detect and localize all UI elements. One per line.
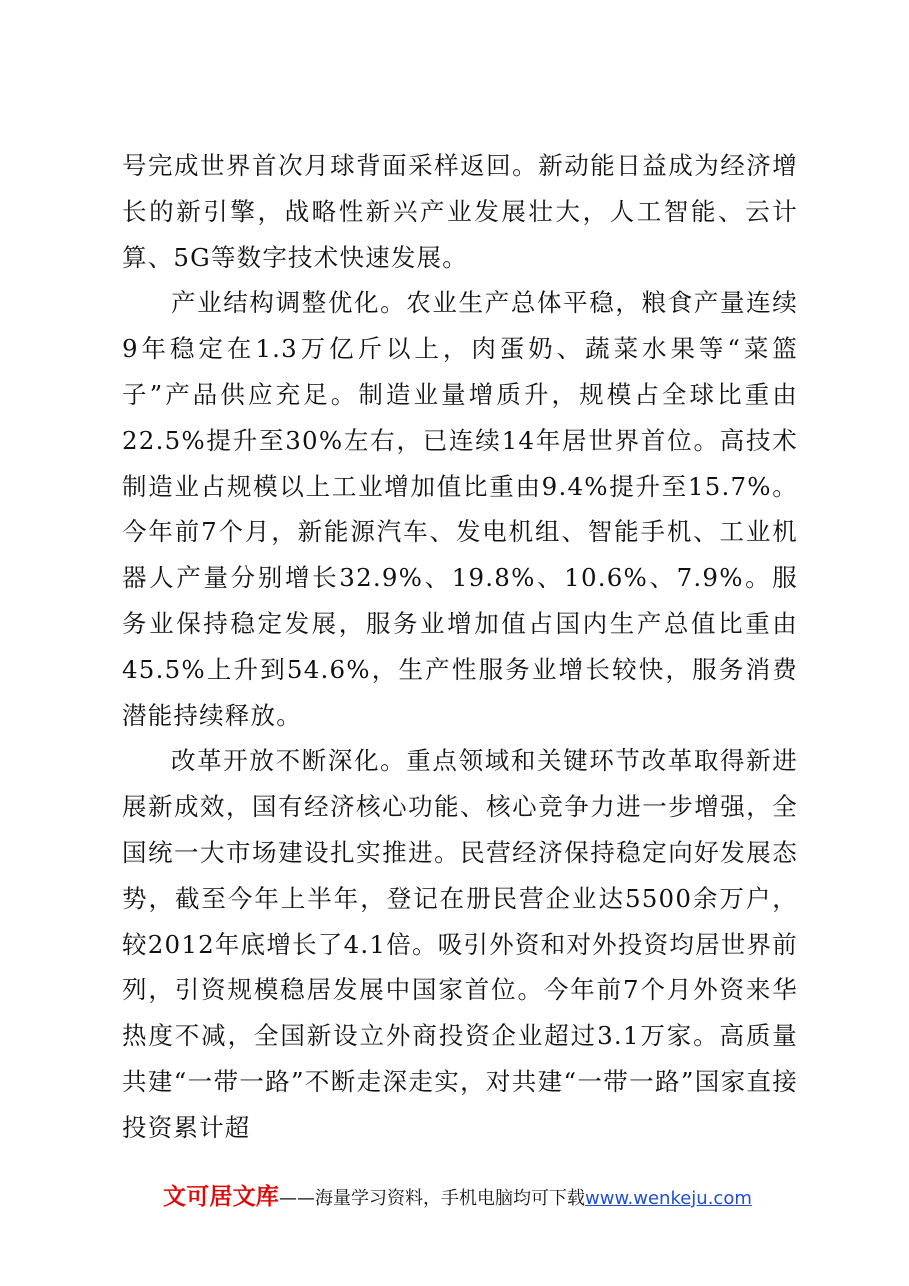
footer-banner xyxy=(163,1178,783,1218)
paragraph-industrial-structure: 产业结构调整优化。农业生产总体平稳，粮食产量连续9年稳定在1.3万亿斤以上，肉蛋奶、蔬菜水果等“菜篮子”产品供应充足。制造业量增质升，规模占全球比重由22.5%提升至30%左右，已连续14年居世界首位。高技术制造业占规模以上工业增加值比重由9.4%提升至15.7%。今年前7个月，新能源汽车、发电机组、智能手机、工业机器人产量分别增长32.9%、19.8%、10.6%、7.9%。服务业保持稳定发展，服务业增加值占国内生产总值比重由45.5%上升到54.6%，生产性服务业增长较快，服务消费潜能持续释放。 xyxy=(122,288,798,730)
paragraph-continued: 号完成世界首次月球背面采样返回。新动能日益成为经济增长的新引擎，战略性新兴产业发展壮大，人工智能、云计算、5G等数字技术快速发展。 xyxy=(122,151,798,272)
paragraph-reform-opening: 改革开放不断深化。重点领域和关键环节改革取得新进展新成效，国有经济核心功能、核心竞争力进一步增强，全国统一大市场建设扎实推进。民营经济保持稳定向好发展态势，截至今年上半年，登记在册民营企业达5500余万户，较2012年底增长了4.1倍。吸引外资和对外投资均居世界前列，引资规模稳居发展中国家首位。今年前7个月外资来华热度不减，全国新设立外商投资企业超过3.1万家。高质量共建“一带一路”不断走深走实，对共建“一带一路”国家直接投资累计超 xyxy=(122,746,798,1142)
footer-brand: 文可居文库 xyxy=(163,1184,279,1210)
footer-description: 海量学习资料，手机电脑均可下载 xyxy=(315,1188,585,1209)
document-body xyxy=(122,143,798,1151)
footer-website-link[interactable]: www.wenkeju.com xyxy=(585,1188,752,1209)
footer-dash: —— xyxy=(279,1188,315,1209)
